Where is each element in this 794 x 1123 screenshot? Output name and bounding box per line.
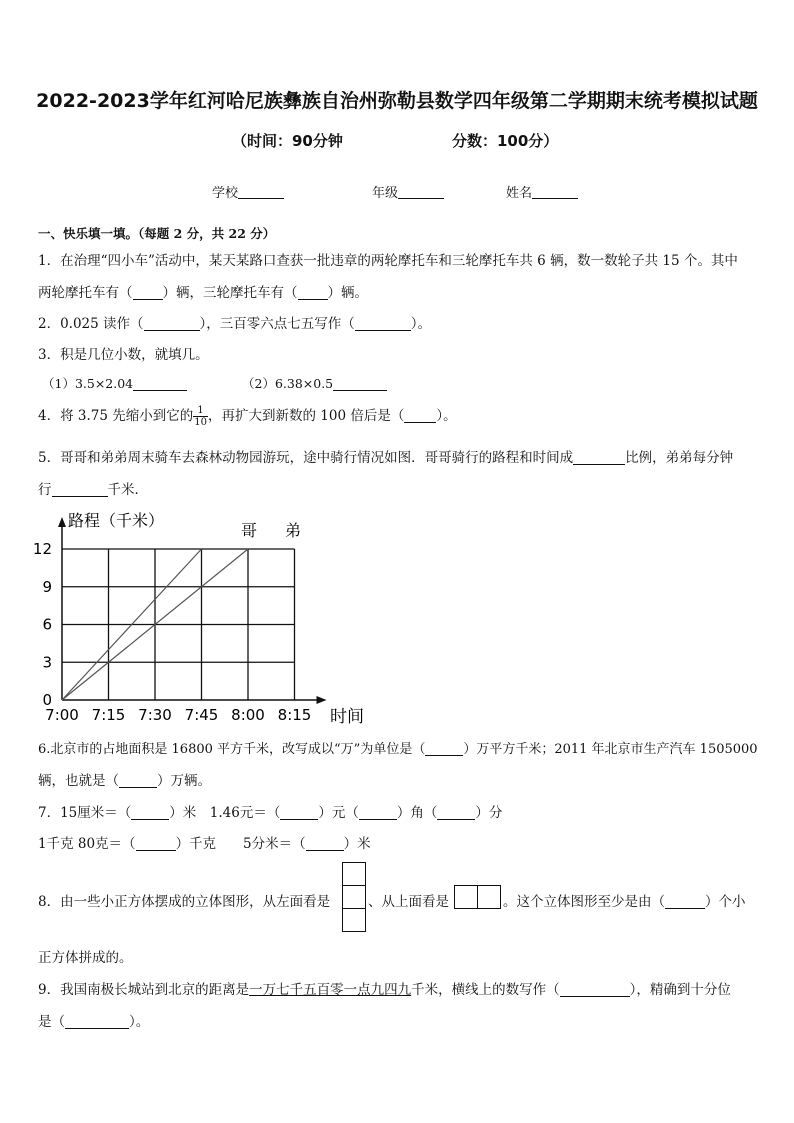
q7-text-c: ）元（ (318, 805, 359, 821)
q9-text-e: ）。 (129, 1014, 150, 1030)
q8-line-right (503, 890, 746, 910)
q7-blank-6[interactable] (306, 836, 344, 851)
x-tick-label: 8:00 (231, 706, 265, 724)
q6-blank-2[interactable] (119, 773, 157, 788)
q6-text-d: ）万辆。 (157, 773, 211, 789)
q8-text-b: 、从上面看是 (368, 894, 449, 910)
q7-text-b: ）米 1.46元＝（ (169, 805, 281, 821)
q8-text-c: 。这个立体图形至少是由（ (503, 894, 665, 910)
y-axis-label: 路程（千米） (68, 511, 165, 530)
q6-line2 (38, 769, 211, 789)
q2-blank-1[interactable] (144, 316, 200, 331)
q9-underlined-number: 一万七千五百零一点九四九 (249, 982, 412, 998)
section-heading: 一、快乐填一填。（每题 2 分，共 22 分） (38, 226, 276, 241)
q9-text-c: ），精确到十分位 (629, 982, 731, 998)
y-tick-label: 6 (42, 615, 52, 634)
q1-text-a: 两轮摩托车有（ (38, 285, 133, 301)
school-label: 学校 (212, 186, 239, 201)
q4-text-b: ，再扩大到新数的 100 倍后是（ (207, 408, 405, 424)
x-tick-label: 7:45 (184, 706, 219, 724)
q2-text-b: ），三百零六点七五写作（ (199, 316, 355, 332)
q1-blank-2[interactable] (298, 285, 328, 300)
q5-text-a: 5．哥哥和弟弟周末骑车去森林动物园游玩，途中骑行情况如图．哥哥骑行的路程和时间成 (38, 450, 574, 466)
q7-line2 (38, 832, 371, 852)
q1-text-c: ）辆。 (327, 285, 368, 301)
x-tick-label: 7:30 (138, 706, 172, 724)
name-blank[interactable] (532, 185, 578, 199)
chart-ticks (33, 540, 311, 724)
exam-score: 分数：100分） (452, 132, 559, 150)
q5-line2 (38, 478, 148, 498)
q3-part2-text: （2）6.38×0.5 (242, 376, 334, 391)
x-tick-label: 7:00 (45, 706, 79, 724)
exam-time: （时间：90分钟 (232, 132, 343, 150)
top-view-cube-left (454, 885, 478, 909)
q8-text-a: 8．由一些小正方体摆成的立体图形，从左面看是 (38, 894, 331, 910)
q6-text-c: 辆，也就是（ (38, 773, 119, 789)
q1-line1: 1．在治理“四小车”活动中，某天某路口查获一批违章的两轮摩托车和三轮摩托车共 6 辆，数一数轮子共 15 个。其中 (38, 253, 738, 269)
q1-line2 (38, 281, 368, 301)
q4-line (38, 404, 457, 428)
top-view-cube-right (477, 885, 501, 909)
school-blank[interactable] (238, 185, 284, 199)
q7-text-h: ）米 (343, 836, 371, 852)
q9-blank-2[interactable] (65, 1014, 129, 1029)
fraction-numerator: 1 (193, 405, 208, 417)
q9-line1 (38, 978, 731, 998)
q7-blank-1[interactable] (131, 805, 169, 820)
q6-text-a: 6.北京市的占地面积是 16800 平方千米，改写成以“万”为单位是（ (38, 742, 426, 757)
q3-text: 3．积是几位小数，就填几。 (38, 347, 209, 363)
q5-blank-2[interactable] (52, 482, 108, 497)
q7-text-a: 7．15厘米＝（ (38, 805, 132, 821)
q1-blank-1[interactable] (133, 285, 163, 300)
q3-blank-2[interactable] (333, 376, 387, 391)
name-label: 姓名 (506, 186, 533, 201)
q4-blank[interactable] (404, 408, 436, 423)
q6-line1 (38, 738, 758, 757)
q5-text-d: 千米． (107, 482, 148, 498)
q9-text-a: 9．我国南极长城站到北京的距离是 (38, 982, 250, 998)
q2-line (38, 312, 431, 332)
y-tick-label: 3 (42, 653, 52, 672)
q8-text-d: ）个小 (705, 894, 746, 910)
y-tick-label: 12 (32, 540, 52, 558)
grade-label: 年级 (372, 186, 399, 201)
q7-line1 (38, 801, 502, 821)
q9-text-d: 是（ (38, 1014, 65, 1030)
q7-blank-4[interactable] (437, 805, 475, 820)
q3-part1 (42, 374, 187, 392)
q7-text-f: 1千克 80克＝（ (38, 836, 136, 852)
q1-text-b: ）辆，三轮摩托车有（ (162, 285, 298, 301)
q7-blank-5[interactable] (136, 836, 176, 851)
q3-blank-1[interactable] (133, 376, 187, 391)
q6-blank-1[interactable] (425, 741, 463, 756)
q8-blank[interactable] (665, 894, 705, 909)
grade-field (372, 182, 444, 201)
q7-text-g: ）千克 5分米＝（ (175, 836, 306, 852)
q7-text-d: ）角（ (396, 805, 438, 821)
distance-time-chart (30, 500, 390, 732)
name-field (506, 182, 578, 201)
left-view-cube-bottom (342, 908, 366, 932)
q5-text-b: 比例，弟弟每分钟 (625, 450, 734, 466)
series-label-di: 弟 (285, 521, 302, 540)
q4-text-c: ）。 (436, 408, 457, 424)
chart-axes (58, 517, 327, 704)
left-view-cube-middle (342, 885, 366, 909)
fraction-one-tenth (193, 405, 208, 428)
q5-blank-1[interactable] (573, 450, 625, 465)
q5-line1 (38, 446, 733, 466)
q9-blank-1[interactable] (560, 982, 630, 997)
q4-text-a: 4．将 3.75 先缩小到它的 (38, 408, 194, 424)
y-tick-label: 9 (42, 577, 52, 596)
q8-line2: 正方体拼成的。 (38, 950, 133, 966)
q5-text-c: 行 (38, 482, 52, 498)
q7-blank-2[interactable] (280, 805, 318, 820)
x-axis-label: 时间 (330, 707, 364, 727)
q3-part1-text: （1）3.5×2.04 (42, 376, 134, 391)
school-field (212, 182, 284, 201)
left-view-cube-top (342, 862, 366, 886)
x-tick-label: 8:15 (277, 706, 312, 724)
x-axis-arrow (317, 696, 327, 704)
q7-text-e: ）分 (475, 805, 503, 821)
q2-text-a: 2．0.025 读作（ (38, 316, 144, 332)
q9-line2 (38, 1010, 149, 1030)
fraction-denominator: 10 (194, 417, 207, 428)
q3-part2 (242, 374, 387, 392)
q2-text-c: ）。 (410, 316, 432, 332)
q2-blank-2[interactable] (355, 316, 411, 331)
grade-blank[interactable] (398, 185, 444, 199)
y-axis-arrow (58, 517, 66, 527)
q6-text-b: ）万平方千米；2011 年北京市生产汽车 1505000 (463, 742, 758, 757)
q9-text-b: 千米，横线上的数写作（ (411, 982, 560, 998)
page-title: 2022-2023学年红河哈尼族彝族自治州弥勒县数学四年级第二学期期末统考模拟试题 (36, 90, 758, 112)
series-label-ge: 哥 (241, 521, 258, 540)
y-tick-label: 0 (42, 691, 52, 709)
q7-blank-3[interactable] (359, 805, 397, 820)
x-tick-label: 7:15 (91, 706, 126, 724)
chart-grid (62, 549, 295, 700)
